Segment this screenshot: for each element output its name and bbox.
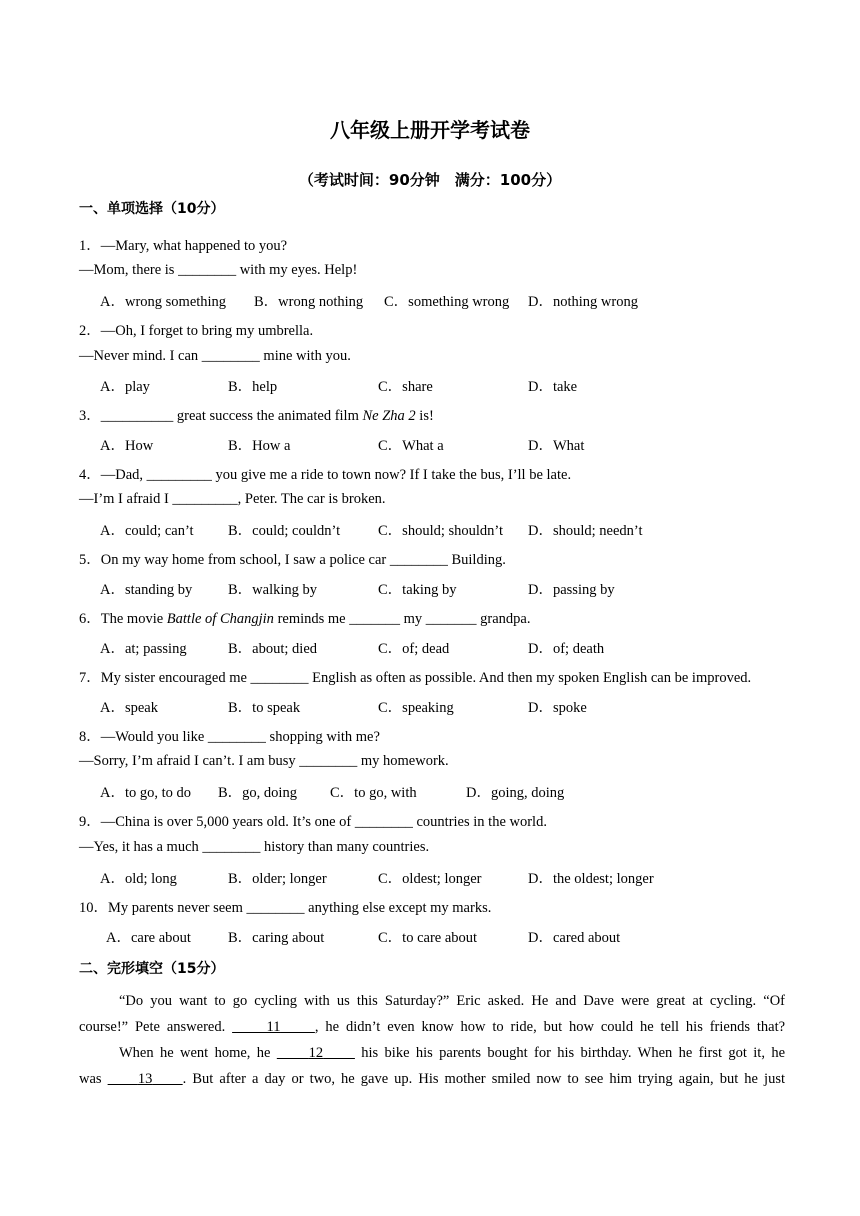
question-8-option-c[interactable]: C．to go, with	[330, 785, 417, 801]
question-10-stem: 10．My parents never seem ________ anything else except my marks.	[79, 900, 492, 916]
question-7-option-c[interactable]: C．speaking	[378, 700, 454, 716]
question-7-option-d[interactable]: D．spoke	[528, 700, 587, 716]
question-4-option-b[interactable]: B．could; couldn’t	[228, 523, 341, 539]
question-4-stem-line-1: 4．—Dad, _________ you give me a ride to town now? If I take the bus, I’ll be late.	[79, 467, 572, 483]
question-9-stem-line-2: —Yes, it has a much ________ history than many countries.	[79, 839, 430, 855]
question-2-option-d[interactable]: D．take	[528, 379, 578, 395]
question-1-option-c[interactable]: C．something wrong	[384, 294, 510, 310]
question-6-option-b[interactable]: B．about; died	[228, 641, 318, 657]
question-5-option-b[interactable]: B．walking by	[228, 582, 318, 598]
blank-13[interactable]	[108, 1071, 183, 1087]
question-7-option-a[interactable]: A．speak	[100, 700, 158, 716]
question-5-option-d[interactable]: D．passing by	[528, 582, 615, 598]
blank-13-number: 13	[137, 1071, 153, 1087]
question-10-option-b[interactable]: B．caring about	[228, 930, 325, 946]
question-9-option-c[interactable]: C．oldest; longer	[378, 871, 482, 887]
cloze-line-4-pre: was	[79, 1071, 108, 1087]
question-8-option-a[interactable]: A．to go, to do	[100, 785, 192, 801]
question-8-option-b[interactable]: B．go, doing	[218, 785, 297, 801]
question-9-option-b[interactable]: B．older; longer	[228, 871, 327, 887]
question-3-stem-post: is!	[415, 408, 434, 424]
question-8-stem-line-1: 8．—Would you like ________ shopping with me?	[79, 729, 380, 745]
blank-11-number: 11	[266, 1019, 281, 1035]
question-4-option-a[interactable]: A．could; can’t	[100, 523, 194, 539]
question-6-option-d[interactable]: D．of; death	[528, 641, 605, 657]
question-1-option-d[interactable]: D．nothing wrong	[528, 294, 638, 310]
question-1-stem-line-2: —Mom, there is ________ with my eyes. Help!	[79, 262, 358, 278]
section-heading-cloze: 二、完形填空（15分）	[79, 961, 225, 977]
question-9-option-a[interactable]: A．old; long	[100, 871, 177, 887]
question-3-option-b[interactable]: B．How a	[228, 438, 291, 454]
question-2-option-c[interactable]: C．share	[378, 379, 433, 395]
question-1-stem-line-1: 1．—Mary, what happened to you?	[79, 238, 288, 254]
question-6-stem	[79, 607, 530, 628]
question-5-stem: 5．On my way home from school, I saw a police car ________ Building.	[79, 552, 506, 568]
question-9-option-d[interactable]: D．the oldest; longer	[528, 871, 654, 887]
question-2-option-a[interactable]: A．play	[100, 379, 150, 395]
question-4-option-c[interactable]: C．should; shouldn’t	[378, 523, 504, 539]
page-title: 八年级上册开学考试卷	[330, 118, 530, 142]
blank-12-number: 12	[308, 1045, 324, 1061]
cloze-passage	[79, 988, 785, 1092]
cloze-line-3-pre: When he went home, he	[119, 1045, 277, 1061]
question-6-stem-pre: 6．The movie	[79, 611, 167, 627]
question-7-option-b[interactable]: B．to speak	[228, 700, 301, 716]
question-2-option-b[interactable]: B．help	[228, 379, 278, 395]
blank-12[interactable]	[277, 1045, 355, 1061]
blank-11[interactable]	[232, 1019, 315, 1035]
question-10-option-c[interactable]: C．to care about	[378, 930, 478, 946]
cloze-line-3-post: his bike his parents bought for his birthday. When he first got it, he	[354, 1045, 786, 1061]
question-8-stem-line-2: —Sorry, I’m afraid I can’t. I am busy ________ my homework.	[79, 753, 449, 769]
question-3-film-title: Ne Zha 2	[362, 408, 416, 424]
question-8-option-d[interactable]: D．going, doing	[466, 785, 565, 801]
question-4-option-d[interactable]: D．should; needn’t	[528, 523, 643, 539]
question-1-option-a[interactable]: A．wrong something	[100, 294, 227, 310]
question-7-stem: 7．My sister encouraged me ________ English as often as possible. And then my spoken English can be improved.	[79, 670, 752, 686]
cloze-line-2-post: , he didn’t even know how to ride, but how could he tell his friends that?	[314, 1019, 786, 1035]
question-3-option-d[interactable]: D．What	[528, 438, 585, 454]
question-2-stem-line-2: —Never mind. I can ________ mine with you.	[79, 348, 351, 364]
question-5-option-a[interactable]: A．standing by	[100, 582, 193, 598]
section-heading-single-choice: 一、单项选择（10分）	[79, 201, 225, 217]
question-10-option-d[interactable]: D．cared about	[528, 930, 621, 946]
cloze-line-4	[79, 1066, 785, 1092]
exam-info: （考试时间：90分钟 满分：100分）	[298, 171, 562, 189]
question-6-option-c[interactable]: C．of; dead	[378, 641, 450, 657]
question-1-option-b[interactable]: B．wrong nothing	[254, 294, 364, 310]
question-5-option-c[interactable]: C．taking by	[378, 582, 457, 598]
question-3-stem	[79, 404, 434, 425]
question-3-option-a[interactable]: A．How	[100, 438, 154, 454]
question-2-stem-line-1: 2．—Oh, I forget to bring my umbrella.	[79, 323, 314, 339]
cloze-line-1: “Do you want to go cycling with us this Saturday?” Eric asked. He and Dave were great at cycling. “Of	[119, 993, 785, 1009]
cloze-line-4-post: . But after a day or two, he gave up. His mother smiled now to see him trying again, but he just	[182, 1071, 785, 1087]
question-6-stem-post: reminds me _______ my _______ grandpa.	[273, 611, 531, 627]
question-6-film-title: Battle of Changjin	[166, 611, 274, 627]
question-3-stem-pre: 3．__________ great success the animated film	[79, 408, 363, 424]
question-3-option-c[interactable]: C．What a	[378, 438, 444, 454]
question-9-stem-line-1: 9．—China is over 5,000 years old. It’s one of ________ countries in the world.	[79, 814, 547, 830]
question-10-option-a[interactable]: A．care about	[106, 930, 191, 946]
cloze-line-2-pre: course!” Pete answered.	[79, 1019, 233, 1035]
question-4-stem-line-2: —I’m I afraid I _________, Peter. The car is broken.	[79, 491, 386, 507]
question-6-option-a[interactable]: A．at; passing	[100, 641, 187, 657]
cloze-line-2	[79, 1014, 785, 1040]
cloze-line-3	[79, 1040, 785, 1066]
